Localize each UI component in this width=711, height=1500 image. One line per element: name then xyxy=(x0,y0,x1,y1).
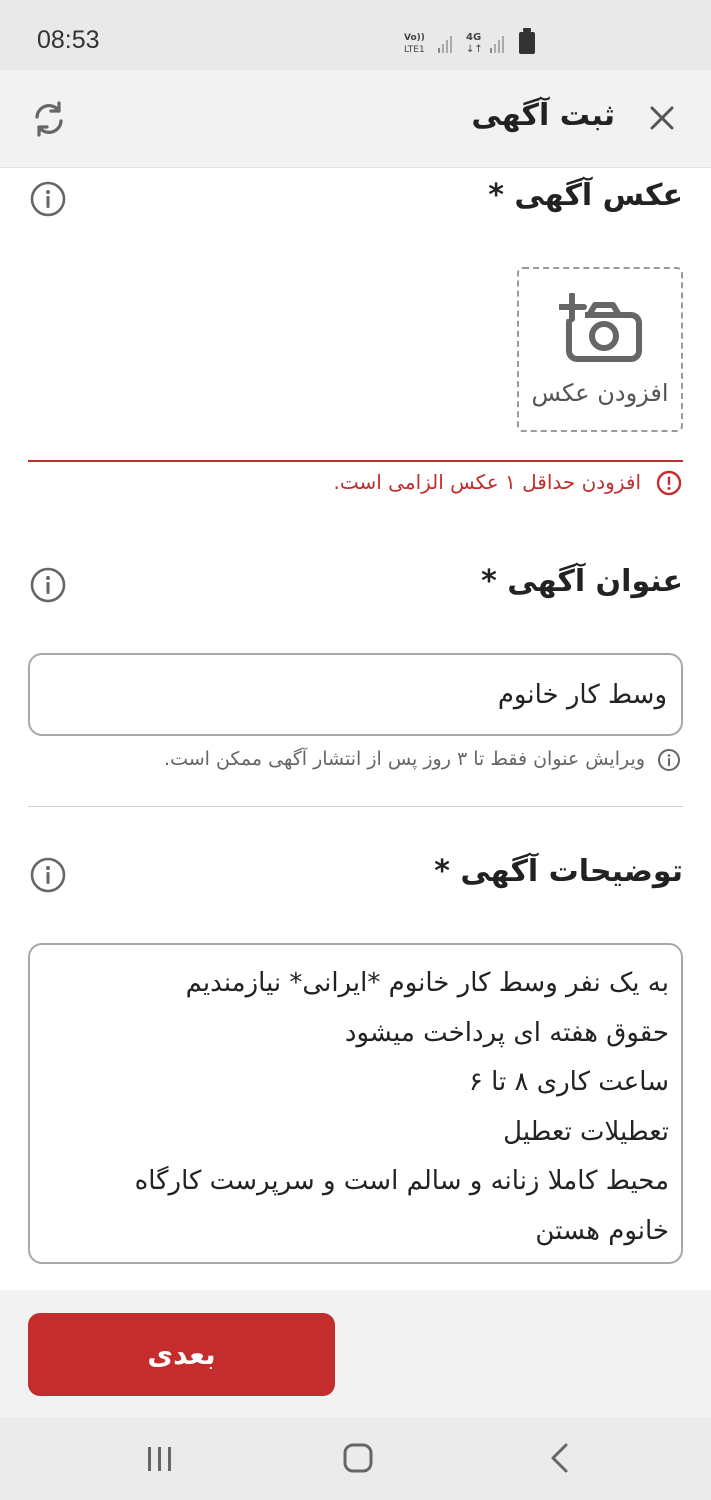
close-icon[interactable] xyxy=(644,100,680,136)
status-bar xyxy=(0,0,711,70)
back-icon[interactable] xyxy=(548,1442,570,1474)
title-hint: ویرایش عنوان فقط تا ۳ روز پس از انتشار آگهی ممکن است. xyxy=(164,748,645,770)
photo-section-title: عکس آگهی * xyxy=(488,178,683,213)
description-line: حقوق هفته ای پرداخت میشود xyxy=(344,1017,669,1048)
svg-text:↓↑: ↓↑ xyxy=(466,44,483,55)
description-line: محیط کاملا زنانه و سالم است و سرپرست کارگاه xyxy=(134,1166,669,1196)
volte-label: LTE1 xyxy=(404,45,425,55)
description-section-title: توضیحات آگهی * xyxy=(434,854,683,889)
app-header xyxy=(0,70,711,168)
status-time: 08:53 xyxy=(37,26,100,54)
next-button[interactable] xyxy=(28,1313,335,1396)
battery-icon xyxy=(519,32,535,54)
refresh-icon[interactable] xyxy=(28,98,70,140)
description-line: تعطیلات تعطیل xyxy=(503,1116,669,1147)
title-section-title: عنوان آگهی * xyxy=(481,564,683,599)
info-icon[interactable] xyxy=(29,566,67,604)
info-icon[interactable] xyxy=(29,180,67,218)
info-icon[interactable] xyxy=(29,856,67,894)
error-icon xyxy=(656,470,682,496)
description-line: به یک نفر وسط کار خانوم *ایرانی* نیازمندیم xyxy=(185,968,669,998)
ad-description-textarea[interactable] xyxy=(28,943,683,1264)
next-button-label: بعدی xyxy=(147,1338,216,1371)
signal-icons xyxy=(404,30,514,56)
ad-title-input[interactable] xyxy=(28,653,683,736)
svg-text:Vo)): Vo)) xyxy=(404,33,425,43)
section-divider xyxy=(28,806,683,807)
add-photo-label: افزودن عکس xyxy=(531,379,669,407)
network-label: 4G xyxy=(466,32,482,43)
error-divider xyxy=(28,460,683,462)
home-icon[interactable] xyxy=(343,1443,373,1473)
page-title: ثبت آگهی xyxy=(471,98,615,133)
hint-info-icon xyxy=(657,748,681,772)
add-photo-button[interactable] xyxy=(517,267,683,432)
description-line: خانوم هستن xyxy=(535,1215,669,1246)
description-line: ساعت کاری ۸ تا ۶ xyxy=(468,1067,669,1097)
add-camera-icon xyxy=(559,293,643,369)
recents-icon[interactable] xyxy=(146,1445,174,1473)
photo-error-message: افزودن حداقل ۱ عکس الزامی است. xyxy=(333,470,641,494)
